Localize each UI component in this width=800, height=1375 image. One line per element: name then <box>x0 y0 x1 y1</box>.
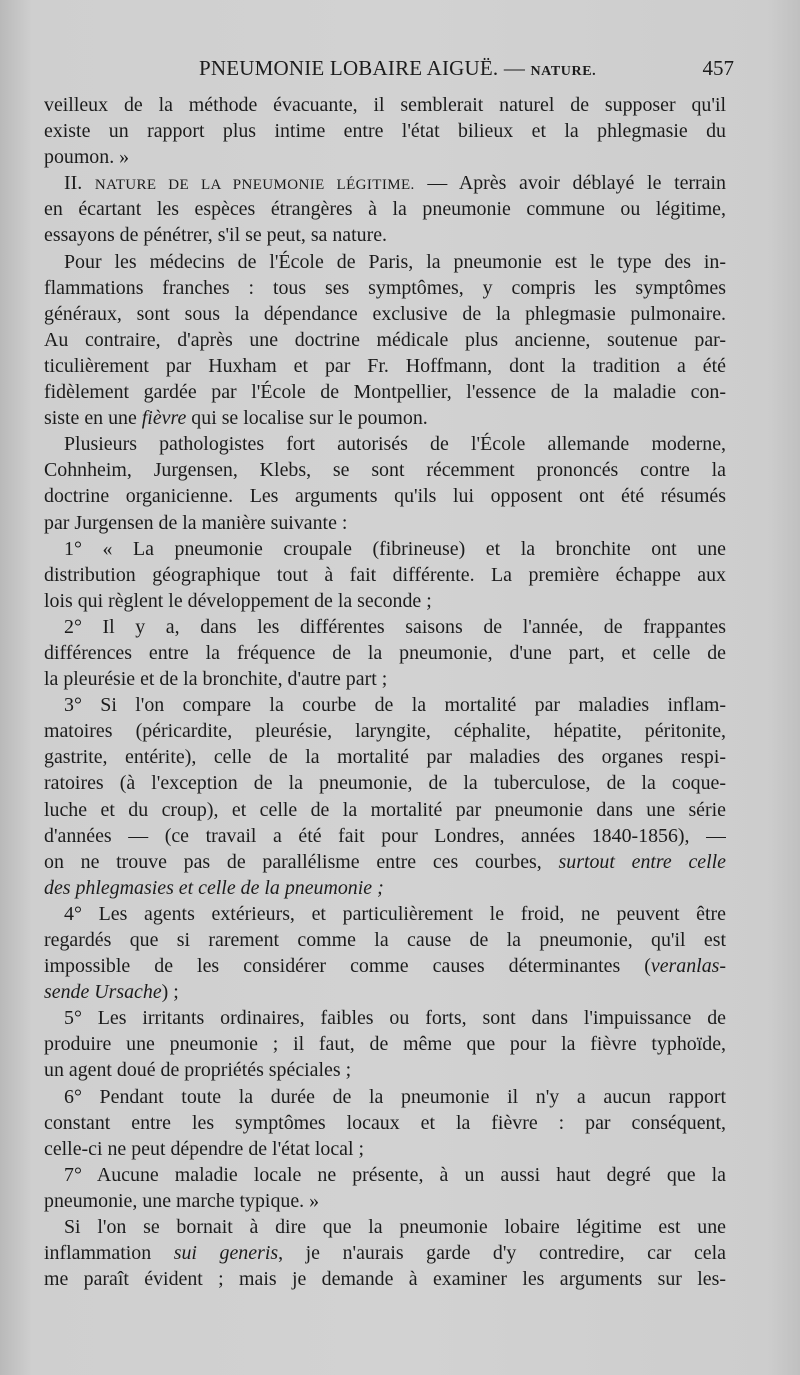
body-text <box>44 92 726 1292</box>
text-line: un agent doué de propriétés spéciales ; <box>44 1059 352 1082</box>
text-line: flammations franches : tous ses symptômes, y compris les symptômes <box>44 276 726 299</box>
text-line: 7° Aucune maladie locale ne présente, à un aussi haut degré que la <box>64 1163 726 1186</box>
text-line: veilleux de la méthode évacuante, il semblerait naturel de supposer qu'il <box>44 94 726 116</box>
text-line <box>44 875 726 901</box>
italic-text: veranlas- <box>650 955 726 978</box>
text-line: différences entre la fréquence de la pneumonie, d'une part, et celle de <box>44 641 726 664</box>
text-line <box>44 849 726 875</box>
italic-text: fièvre <box>141 407 187 430</box>
text-line: ticulièrement par Huxham et par Fr. Hoffmann, dont la tradition a été <box>44 354 726 377</box>
text-line: Au contraire, d'après une doctrine médicale plus ancienne, soutenue par- <box>44 328 726 351</box>
text-line: lois qui règlent le développement de la seconde ; <box>44 589 432 612</box>
italic-text: sui generis <box>173 1242 279 1265</box>
text-line: 5° Les irritants ordinaires, faibles ou forts, sont dans l'impuissance de <box>64 1007 726 1030</box>
text-segment: , je n'aurais garde d'y contredire, car cela <box>278 1242 726 1265</box>
text-line: 4° Les agents extérieurs, et particulièrement le froid, ne peuvent être <box>64 902 726 925</box>
text-line <box>44 1240 726 1266</box>
text-line: Plusieurs pathologistes fort autorisés de l'École allemande moderne, <box>64 433 726 456</box>
text-line: gastrite, entérite), celle de la mortalité par maladies des organes respi- <box>44 746 726 769</box>
running-header <box>44 56 734 86</box>
text-line: celle-ci ne peut dépendre de l'état local ; <box>44 1137 365 1160</box>
text-line: distribution géographique tout à fait différente. La première échappe aux <box>44 563 726 586</box>
text-line: luche et du croup), et celle de la mortalité par pneumonie dans une série <box>44 798 726 821</box>
text-line <box>44 979 726 1005</box>
text-line <box>44 953 726 979</box>
text-line: la pleurésie et de la bronchite, d'autre part ; <box>44 668 388 691</box>
text-line: existe un rapport plus intime entre l'état bilieux et la phlegmasie du <box>44 120 726 143</box>
text-line: Pour les médecins de l'École de Paris, la pneumonie est le type des in- <box>64 250 726 273</box>
text-line: 6° Pendant toute la durée de la pneumonie il n'y a aucun rapport <box>64 1085 726 1108</box>
text-line: d'années — (ce travail a été fait pour Londres, années 1840-1856), — <box>44 824 726 847</box>
text-line: 2° Il y a, dans les différentes saisons de l'année, de frappantes <box>64 615 726 638</box>
text-line: 3° Si l'on compare la courbe de la mortalité par maladies inflam- <box>64 694 726 717</box>
text-line: essayons de pénétrer, s'il se peut, sa nature. <box>44 224 388 247</box>
page-number: 457 <box>702 56 734 80</box>
text-segment: II. <box>64 172 95 195</box>
italic-text: sende Ursache <box>44 981 162 1004</box>
text-line: constant entre les symptômes locaux et la fièvre : par conséquent, <box>44 1111 726 1134</box>
italic-text: des phlegmasies et celle de la pneumonie ; <box>44 876 384 899</box>
text-segment: — Après avoir déblayé le terrain <box>414 172 726 195</box>
text-segment: qui se localise sur le poumon. <box>186 407 428 430</box>
text-line <box>44 170 726 196</box>
text-line: regardés que si rarement comme la cause de la pneumonie, qu'il est <box>44 929 726 951</box>
text-line: poumon. » <box>44 146 130 169</box>
text-line: doctrine organicienne. Les arguments qu'ils lui opposent ont été résumés <box>44 485 726 508</box>
text-line: pneumonie, une marche typique. » <box>44 1189 320 1212</box>
text-line <box>44 405 726 431</box>
running-title <box>199 56 596 81</box>
text-segment: inflammation <box>44 1242 174 1265</box>
text-line: Cohnheim, Jurgensen, Klebs, se sont récemment prononcés contre la <box>44 459 726 482</box>
text-segment: impossible de les considérer comme causes déterminantes ( <box>44 955 651 978</box>
italic-text: surtout entre celle <box>558 850 726 873</box>
running-title-section: NATURE. <box>530 64 597 79</box>
text-line: 1° « La pneumonie croupale (fibrineuse) et la bronchite ont une <box>64 537 726 560</box>
text-line: produire une pneumonie ; il faut, de même que pour la fièvre typhoïde, <box>44 1033 726 1056</box>
text-line: par Jurgensen de la manière suivante : <box>44 511 348 534</box>
running-title-main: PNEUMONIE LOBAIRE AIGUË. — <box>199 56 531 80</box>
text-segment: ) ; <box>161 981 179 1004</box>
text-line: en écartant les espèces étrangères à la pneumonie commune ou légitime, <box>44 198 726 221</box>
section-heading: NATURE DE LA PNEUMONIE LÉGITIME. <box>94 177 415 194</box>
text-line: me paraît évident ; mais je demande à examiner les arguments sur les- <box>44 1268 726 1291</box>
text-line: matoires (péricardite, pleurésie, laryngite, céphalite, hépatite, péritonite, <box>44 720 726 743</box>
text-line: fidèlement gardée par l'École de Montpellier, l'essence de la maladie con- <box>44 381 726 404</box>
text-segment: on ne trouve pas de parallélisme entre ces courbes, <box>44 850 559 873</box>
text-segment: siste en une <box>44 407 142 430</box>
text-line: Si l'on se bornait à dire que la pneumonie lobaire légitime est une <box>64 1216 726 1239</box>
text-line: généraux, sont sous la dépendance exclusive de la phlegmasie pulmonaire. <box>44 302 726 325</box>
text-line: ratoires (à l'exception de la pneumonie, de la tuberculose, de la coque- <box>44 772 726 795</box>
